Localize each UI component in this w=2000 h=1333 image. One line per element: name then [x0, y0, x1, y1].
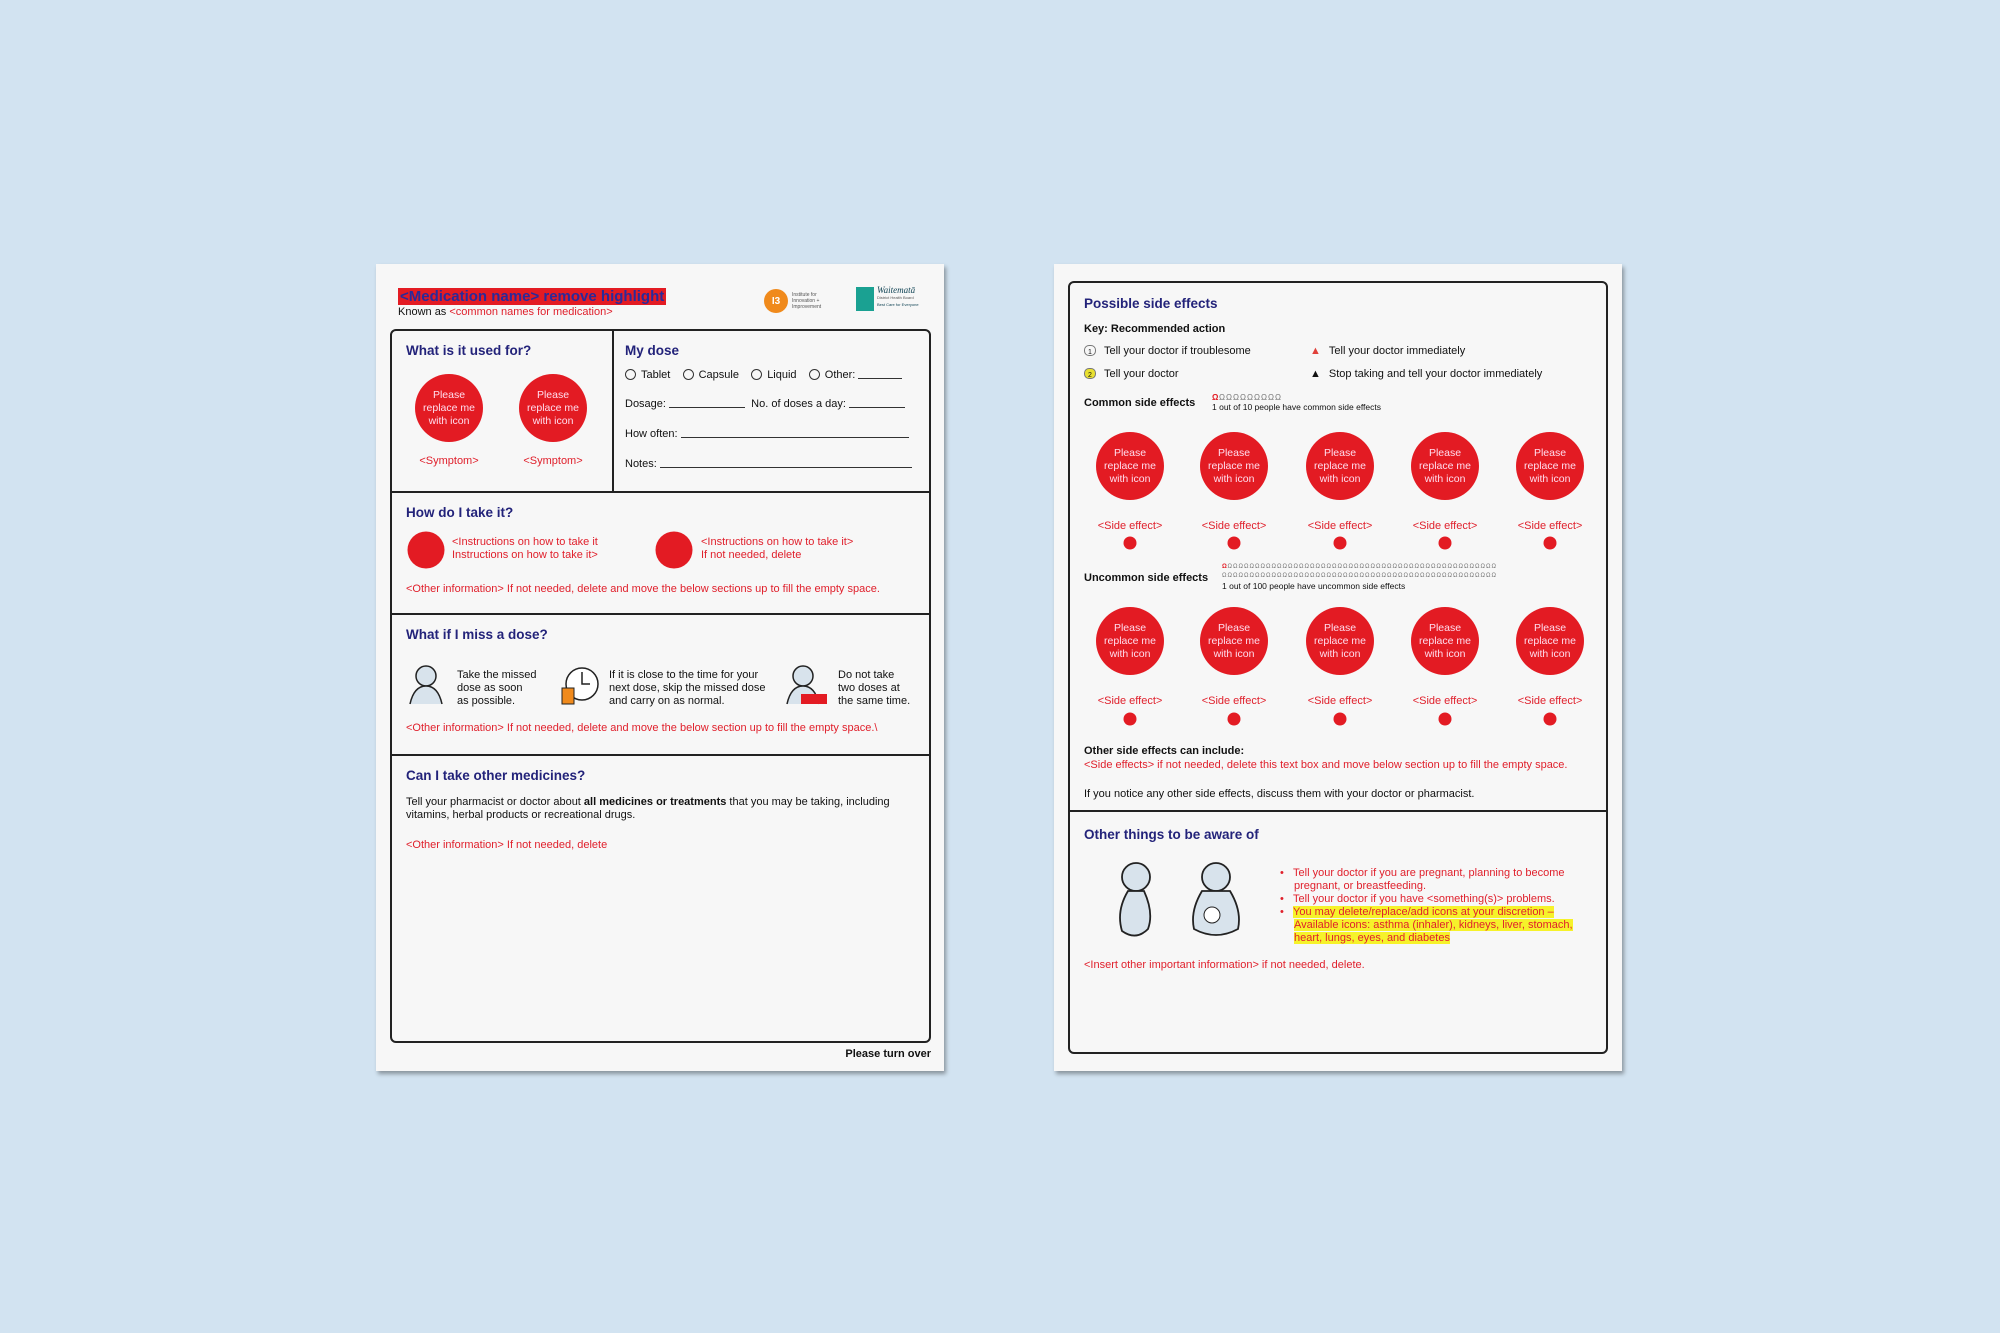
form-options — [625, 369, 902, 382]
person-icon: Ω — [1403, 573, 1408, 579]
person-icon: Ω — [1392, 564, 1397, 570]
person-icon: Ω — [1326, 564, 1331, 570]
person-icon: Ω — [1321, 573, 1326, 579]
known-as-value[interactable]: <common names for medication> — [449, 306, 613, 318]
side-effect-icon-placeholder[interactable]: Please replace me with icon — [1411, 607, 1479, 675]
person-icon: Ω — [1431, 573, 1436, 579]
person-icon: Ω — [1275, 393, 1281, 402]
person-icon: Ω — [1447, 573, 1452, 579]
other-meds-other-info[interactable]: <Other information> If not needed, delete — [406, 839, 608, 851]
divider — [392, 491, 929, 493]
person-icon: Ω — [1354, 564, 1359, 570]
person-icon: Ω — [1365, 573, 1370, 579]
person-icon: Ω — [1414, 573, 1419, 579]
medication-title[interactable]: <Medication name> remove highlight — [400, 288, 665, 305]
person-icon: Ω — [1288, 564, 1293, 570]
person-icon: Ω — [1222, 573, 1227, 579]
person-icon: Ω — [1425, 573, 1430, 579]
person-icon: Ω — [1282, 573, 1287, 579]
person-icon: Ω — [1249, 573, 1254, 579]
action-indicator-dot[interactable] — [1228, 537, 1241, 550]
miss-dose-text: If it is close to the time for your next dose, skip the missed dose and carry on as normal. — [609, 669, 766, 707]
person-icon: Ω — [1343, 573, 1348, 579]
how-often-field[interactable] — [681, 437, 909, 438]
person-icon: Ω — [1475, 573, 1480, 579]
person-icon: Ω — [1282, 564, 1287, 570]
notes-row: Notes: — [625, 458, 912, 471]
person-icon: Ω — [1337, 564, 1342, 570]
person-icon: Ω — [1255, 564, 1260, 570]
notice-text: If you notice any other side effects, discuss them with your doctor or pharmacist. — [1084, 788, 1475, 800]
uncommon-people-chart — [1222, 563, 1497, 591]
leaflet-page-front — [376, 264, 944, 1071]
person-icon: Ω — [1453, 564, 1458, 570]
used-for-heading: What is it used for? — [406, 343, 532, 358]
side-effects-box — [1068, 281, 1608, 1054]
warning-black-icon: ▲ — [1310, 368, 1321, 380]
divider — [612, 331, 614, 492]
person-icon: Ω — [1381, 573, 1386, 579]
person-icon: Ω — [1409, 564, 1414, 570]
person-icon: Ω — [1458, 573, 1463, 579]
miss-dose-other-info[interactable]: <Other information> If not needed, delete and move the below section up to fill the empty space.\ — [406, 722, 878, 734]
key-item: ▲ Stop taking and tell your doctor immediately — [1310, 368, 1543, 380]
person-icon: Ω — [1420, 564, 1425, 570]
doses-per-day-field[interactable] — [849, 407, 905, 408]
speech-1-icon: 1 — [1084, 345, 1096, 356]
person-icon: Ω — [1310, 564, 1315, 570]
side-effect-icon-placeholder[interactable]: Please replace me with icon — [1516, 432, 1584, 500]
other-meds-body: Tell your pharmacist or doctor about all medicines or treatments that you may be taking, including vitamins, herbal products or recreational drugs. — [406, 796, 890, 821]
person-icon: Ω — [1247, 393, 1253, 402]
how-take-other-info[interactable]: <Other information> If not needed, delete and move the below sections up to fill the empty space. — [406, 583, 880, 595]
other-se-title: Other side effects can include: — [1084, 745, 1245, 757]
person-icon: Ω — [1277, 573, 1282, 579]
person-icon: Ω — [1442, 573, 1447, 579]
side-effect-label[interactable]: <Side effect> — [1307, 695, 1373, 707]
key-item: ▲ Tell your doctor immediately — [1310, 345, 1466, 357]
person-icon: Ω — [1240, 393, 1246, 402]
i3-badge: I3 — [764, 289, 788, 313]
person-icon: Ω — [1255, 573, 1260, 579]
person-icon: Ω — [1409, 573, 1414, 579]
pregnant-person-icon — [1112, 861, 1160, 939]
person-icon: Ω — [1266, 573, 1271, 579]
waitemata-sub: District Health Board — [877, 295, 914, 300]
person-icon: Ω — [1233, 573, 1238, 579]
insert-other-info[interactable]: <Insert other important information> if not needed, delete. — [1084, 959, 1365, 971]
person-icon: Ω — [1271, 573, 1276, 579]
person-icon: Ω — [1343, 564, 1348, 570]
key-title: Key: Recommended action — [1084, 323, 1226, 335]
person-icon: Ω — [1442, 564, 1447, 570]
waitemata-tagline: Best Care for Everyone — [877, 302, 919, 307]
symptom-label[interactable]: <Symptom> — [523, 455, 583, 467]
side-effect-icon-placeholder[interactable]: Please replace me with icon — [1096, 607, 1164, 675]
person-icon: Ω — [1370, 564, 1375, 570]
waitemata-mark-icon — [856, 287, 874, 311]
person-icon: Ω — [1233, 564, 1238, 570]
person-icon: Ω — [1219, 393, 1225, 402]
person-icon: Ω — [1227, 573, 1232, 579]
person-icon: Ω — [1458, 564, 1463, 570]
key-item: 1 Tell your doctor if troublesome — [1084, 345, 1251, 358]
instruction-icon-placeholder[interactable] — [408, 532, 445, 569]
known-as-label: Known as — [398, 306, 447, 318]
person-icon: Ω — [1491, 573, 1496, 579]
action-indicator-dot[interactable] — [1228, 713, 1241, 726]
person-icon: Ω — [1299, 564, 1304, 570]
other-se-text[interactable]: <Side effects> if not needed, delete this text box and move below section up to fill the empty space. — [1084, 759, 1568, 771]
person-icon: Ω — [1392, 573, 1397, 579]
person-icon: Ω — [1387, 573, 1392, 579]
person-icon: Ω — [1266, 564, 1271, 570]
known-as — [398, 306, 613, 319]
action-indicator-dot[interactable] — [1439, 537, 1452, 550]
action-indicator-dot[interactable] — [1124, 713, 1137, 726]
person-icon: Ω — [1260, 573, 1265, 579]
dosage-row: Dosage: No. of doses a day: — [625, 398, 905, 411]
person-icon: Ω — [1299, 573, 1304, 579]
side-effect-label[interactable]: <Side effect> — [1412, 520, 1478, 532]
side-effects-heading: Possible side effects — [1084, 296, 1218, 311]
person-icon: Ω — [1376, 573, 1381, 579]
action-indicator-dot[interactable] — [1544, 713, 1557, 726]
person-icon: Ω — [1436, 573, 1441, 579]
i3-text: Institute for Innovation + Improvement — [792, 292, 822, 310]
please-turn-over: Please turn over — [845, 1048, 931, 1060]
action-indicator-dot[interactable] — [1439, 713, 1452, 726]
person-icon: Ω — [1398, 564, 1403, 570]
person-icon: Ω — [1226, 393, 1232, 402]
miss-dose-heading: What if I miss a dose? — [406, 627, 548, 642]
aware-bullets — [1280, 867, 1590, 945]
person-icon: Ω — [1254, 393, 1260, 402]
person-icon: Ω — [1260, 564, 1265, 570]
side-effect-icon-placeholder[interactable]: Please replace me with icon — [1306, 607, 1374, 675]
person-icon: Ω — [1261, 393, 1267, 402]
side-effect-label[interactable]: <Side effect> — [1412, 695, 1478, 707]
person-icon — [406, 664, 446, 706]
dosage-field[interactable] — [669, 407, 745, 408]
common-caption: 1 out of 10 people have common side effects — [1212, 402, 1382, 412]
miss-dose-text: Take the missed dose as soon as possible. — [457, 669, 537, 707]
person-icon: Ω — [1480, 573, 1485, 579]
person-icon: Ω — [1227, 564, 1232, 570]
person-icon: Ω — [1304, 564, 1309, 570]
leaflet-page-back — [1054, 264, 1622, 1071]
person-icon: Ω — [1486, 564, 1491, 570]
aware-bullet[interactable]: • Tell your doctor if you have <something(s)> problems. — [1280, 893, 1555, 905]
person-icon: Ω — [1332, 564, 1337, 570]
divider — [392, 613, 929, 615]
person-icon: Ω — [1348, 573, 1353, 579]
person-icon: Ω — [1348, 564, 1353, 570]
person-icon: Ω — [1332, 573, 1337, 579]
person-icon: Ω — [1354, 573, 1359, 579]
person-icon: Ω — [1453, 573, 1458, 579]
side-effect-label[interactable]: <Side effect> — [1097, 695, 1163, 707]
person-icon: Ω — [1486, 573, 1491, 579]
person-icon: Ω — [1293, 573, 1298, 579]
my-dose-heading: My dose — [625, 343, 680, 358]
person-icon: Ω — [1293, 564, 1298, 570]
person-icon: Ω — [1233, 393, 1239, 402]
action-indicator-dot[interactable] — [1334, 537, 1347, 550]
person-icon: Ω — [1268, 393, 1274, 402]
instruction-text[interactable]: <Instructions on how to take it> If not needed, delete — [701, 536, 854, 561]
person-icon: Ω — [1277, 564, 1282, 570]
person-icon: Ω — [1288, 573, 1293, 579]
side-effect-icon-placeholder[interactable]: Please replace me with icon — [1411, 432, 1479, 500]
radio-capsule[interactable]: Capsule — [683, 369, 739, 381]
i3-logo — [764, 289, 838, 313]
person-icon: Ω — [1244, 564, 1249, 570]
person-icon: Ω — [1403, 564, 1408, 570]
person-icon: Ω — [1359, 573, 1364, 579]
person-icon: Ω — [1491, 564, 1496, 570]
notes-field[interactable] — [660, 467, 912, 468]
common-people-chart — [1212, 393, 1557, 412]
symptom-label[interactable]: <Symptom> — [419, 455, 479, 467]
side-effect-label[interactable]: <Side effect> — [1517, 520, 1583, 532]
aware-heading: Other things to be aware of — [1084, 827, 1259, 842]
person-icon: Ω — [1359, 564, 1364, 570]
person-icon: Ω — [1212, 393, 1219, 402]
person-icon: Ω — [1310, 573, 1315, 579]
person-icon: Ω — [1222, 564, 1227, 570]
waitemata-name: Waitematā — [877, 285, 916, 295]
action-indicator-dot[interactable] — [1544, 537, 1557, 550]
action-indicator-dot[interactable] — [1334, 713, 1347, 726]
how-take-heading: How do I take it? — [406, 505, 514, 520]
person-icon: Ω — [1414, 564, 1419, 570]
divider — [1070, 810, 1606, 812]
warning-red-icon: ▲ — [1310, 345, 1321, 357]
person-icon: Ω — [1337, 573, 1342, 579]
person-icon: Ω — [1447, 564, 1452, 570]
person-icon: Ω — [1381, 564, 1386, 570]
side-effect-icon-placeholder[interactable]: Please replace me with icon — [1306, 432, 1374, 500]
side-effect-icon-placeholder[interactable]: Please replace me with icon — [1096, 432, 1164, 500]
person-icon: Ω — [1475, 564, 1480, 570]
other-meds-heading: Can I take other medicines? — [406, 768, 586, 783]
aware-bullet[interactable]: • You may delete/replace/add icons at your discretion – Available icons: asthma (inhaler), kidneys, liver, stomach, heart, lungs, eyes, and diabetes — [1280, 906, 1573, 944]
person-icon: Ω — [1271, 564, 1276, 570]
symptom-icon-placeholder[interactable]: Please replace me with icon — [519, 374, 587, 442]
person-icon: Ω — [1238, 564, 1243, 570]
person-icon: Ω — [1376, 564, 1381, 570]
person-icon: Ω — [1436, 564, 1441, 570]
person-icon: Ω — [1326, 573, 1331, 579]
side-effect-icon-placeholder[interactable]: Please replace me with icon — [1200, 432, 1268, 500]
side-effect-label[interactable]: <Side effect> — [1201, 520, 1267, 532]
person-icon: Ω — [1464, 564, 1469, 570]
speech-2-yellow-icon: 2 — [1084, 368, 1096, 379]
symptom-icon-placeholder[interactable]: Please replace me with icon — [415, 374, 483, 442]
divider — [392, 754, 929, 756]
side-effect-icon-placeholder[interactable]: Please replace me with icon — [1516, 607, 1584, 675]
person-icon: Ω — [1315, 573, 1320, 579]
person-icon: Ω — [1244, 573, 1249, 579]
aware-bullet[interactable]: • Tell your doctor if you are pregnant, planning to become pregnant, or breastfeeding. — [1280, 867, 1565, 892]
person-icon: Ω — [1321, 564, 1326, 570]
common-label: Common side effects — [1084, 397, 1196, 409]
waitemata-logo — [856, 287, 919, 311]
person-icon: Ω — [1387, 564, 1392, 570]
clock-pill-icon — [558, 664, 600, 706]
miss-dose-text: Do not take two doses at the same time. — [838, 669, 911, 707]
how-often-row: How often: — [625, 428, 909, 441]
radio-liquid[interactable]: Liquid — [751, 369, 796, 381]
person-icon: Ω — [1370, 573, 1375, 579]
person-icon: Ω — [1431, 564, 1436, 570]
side-effect-label[interactable]: <Side effect> — [1307, 520, 1373, 532]
side-effect-label[interactable]: <Side effect> — [1097, 520, 1163, 532]
person-icon: Ω — [1464, 573, 1469, 579]
person-icon: Ω — [1425, 564, 1430, 570]
uncommon-caption: 1 out of 100 people have uncommon side effects — [1222, 581, 1406, 591]
radio-tablet[interactable]: Tablet — [625, 369, 670, 381]
side-effect-label[interactable]: <Side effect> — [1517, 695, 1583, 707]
person-icon: Ω — [1398, 573, 1403, 579]
person-icon: Ω — [1238, 573, 1243, 579]
person-icon: Ω — [1365, 564, 1370, 570]
side-effect-icon-placeholder[interactable]: Please replace me with icon — [1200, 607, 1268, 675]
person-double-dose-icon — [785, 664, 829, 706]
person-icon: Ω — [1249, 564, 1254, 570]
instruction-icon-placeholder[interactable] — [656, 532, 693, 569]
breastfeeding-person-icon — [1188, 861, 1244, 939]
instruction-text[interactable]: <Instructions on how to take it Instructions on how to take it> — [452, 536, 598, 561]
info-box — [390, 329, 931, 1043]
side-effect-label[interactable]: <Side effect> — [1201, 695, 1267, 707]
person-icon: Ω — [1469, 564, 1474, 570]
person-icon: Ω — [1315, 564, 1320, 570]
person-icon: Ω — [1420, 573, 1425, 579]
person-icon: Ω — [1480, 564, 1485, 570]
action-indicator-dot[interactable] — [1124, 537, 1137, 550]
person-icon: Ω — [1304, 573, 1309, 579]
radio-other[interactable]: Other: — [809, 369, 903, 381]
uncommon-label: Uncommon side effects — [1084, 572, 1209, 584]
person-icon: Ω — [1469, 573, 1474, 579]
key-item: 2 Tell your doctor — [1084, 368, 1179, 381]
